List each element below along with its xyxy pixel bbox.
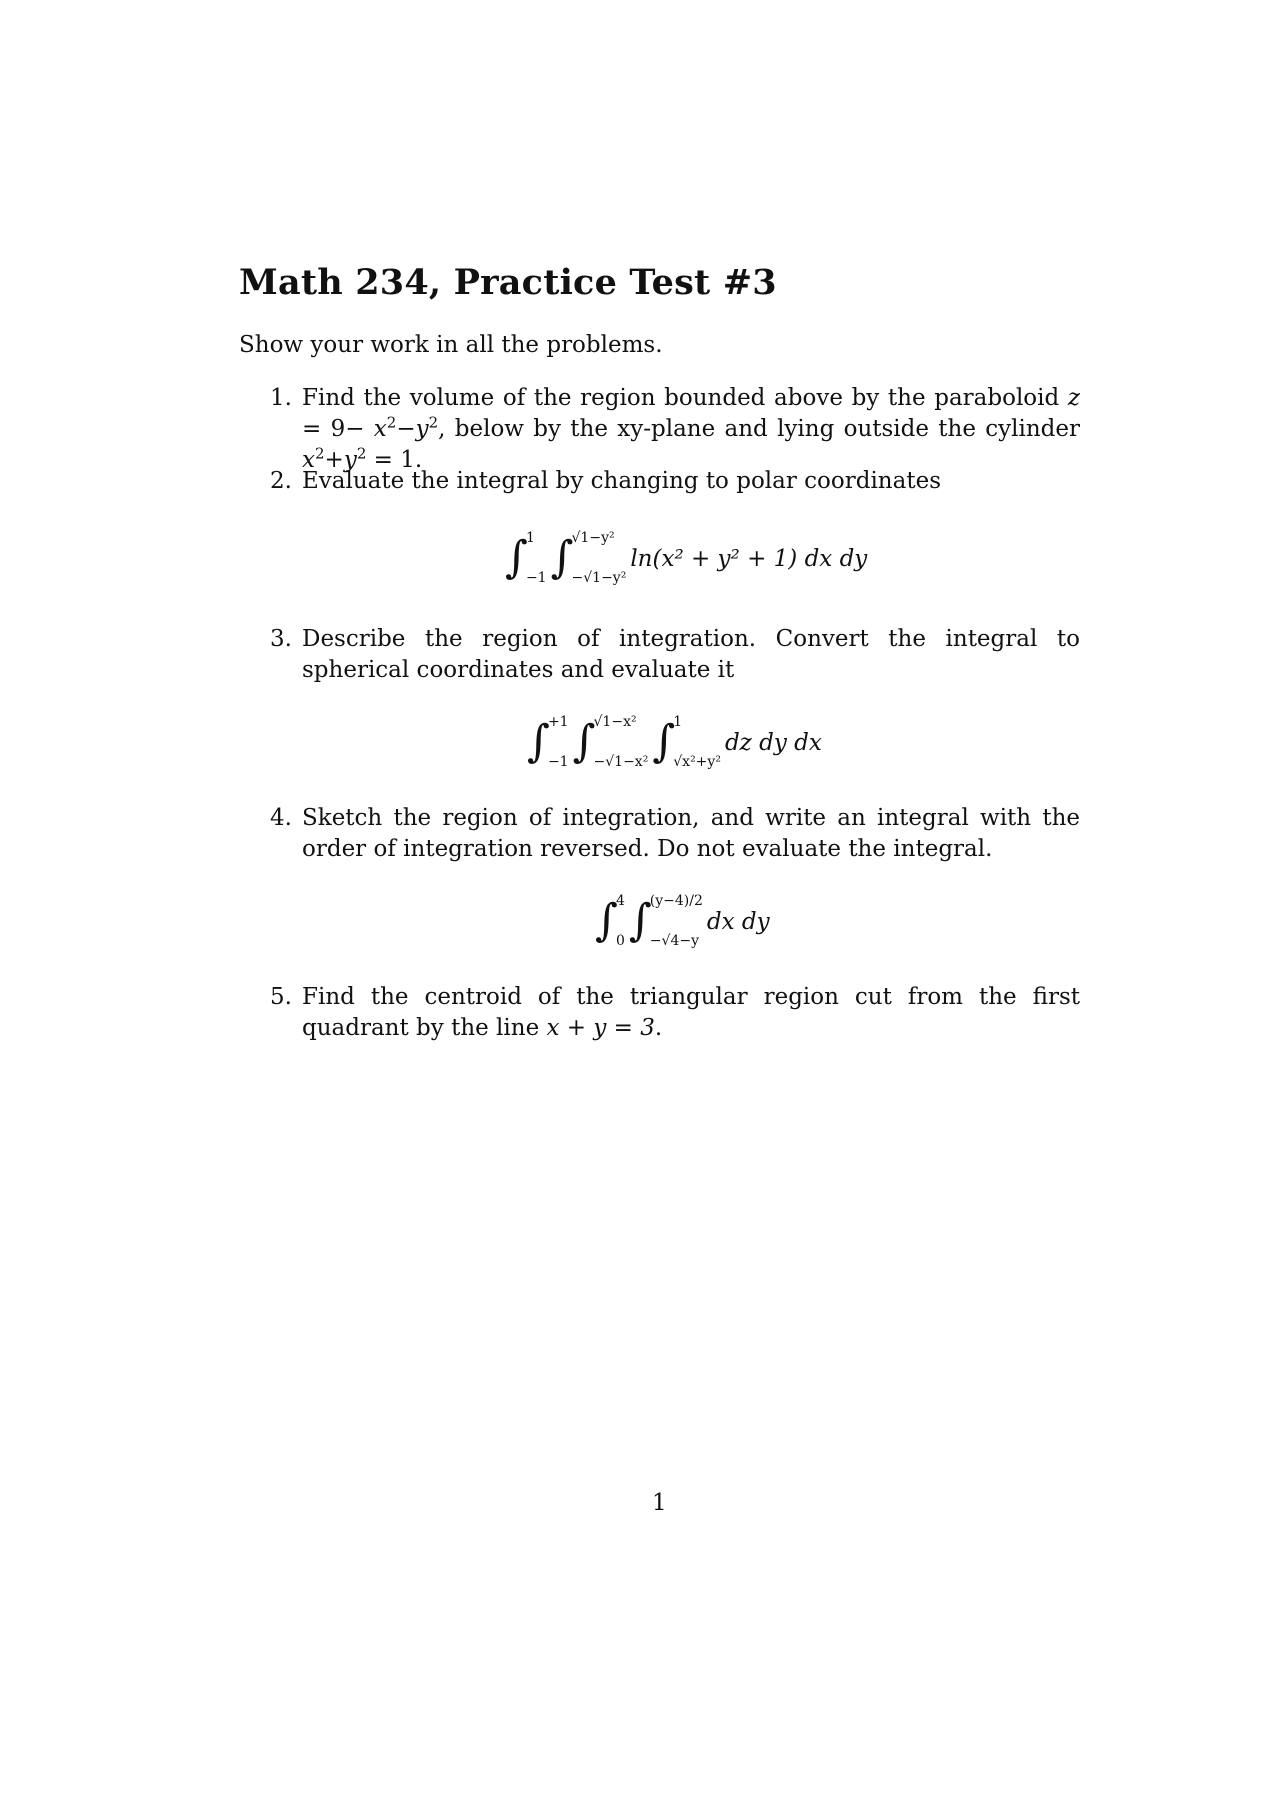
problem-2 — [270, 466, 1080, 497]
page-number: 1 — [652, 1490, 667, 1516]
problem-text: Describe the region of integration. Convert the integral to spherical coordinates and evaluate it — [302, 626, 1080, 683]
problem-3 — [270, 624, 1080, 686]
problem-number: 5. — [270, 984, 292, 1010]
problem-text: Sketch the region of integration, and write an integral with the order of integration reversed. Do not evaluate the integral. — [302, 805, 1080, 862]
instructions: Show your work in all the problems. — [239, 332, 663, 358]
page-title: Math 234, Practice Test #3 — [239, 262, 777, 303]
problem-number: 4. — [270, 805, 292, 831]
equation-4: ∫ 4 0 ∫ (y−4)/2 −√4−y dx dy — [595, 893, 770, 949]
problem-number: 3. — [270, 626, 292, 652]
equation-3: ∫ +1 −1 ∫ √1−x² −√1−x² ∫ 1 √x²+y² dz dy dx — [527, 714, 822, 770]
problem-5 — [270, 982, 1080, 1044]
equation-2: ∫ 1 −1 ∫ √1−y² −√1−y² ln(x² + y² + 1) dx dy — [505, 530, 868, 586]
problem-number: 2. — [270, 468, 292, 494]
problem-1 — [270, 383, 1080, 476]
problem-text: Find the volume of the region bounded above by the paraboloid $z = 9- x^2-y^2$, below by the xy-plane and lying outside the cylinder $x^2+y^2 = 1$. — [302, 385, 1080, 473]
problem-text: Find the centroid of the triangular region cut from the first quadrant by the line x + y = 3. — [302, 984, 1080, 1041]
problem-4 — [270, 803, 1080, 865]
problem-number: 1. — [270, 385, 292, 411]
problem-text: Evaluate the integral by changing to polar coordinates — [302, 468, 941, 494]
